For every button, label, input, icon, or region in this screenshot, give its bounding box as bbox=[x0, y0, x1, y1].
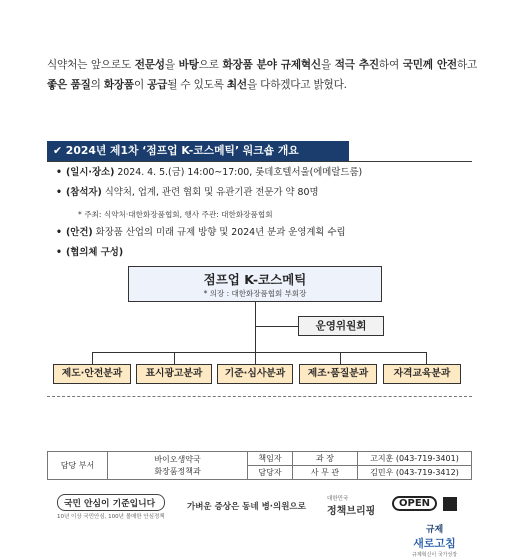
dashed-divider bbox=[47, 396, 472, 397]
host-note: * 주최: 식약처·대한화장품협회, 행사 주관: 대한화장품협회 bbox=[78, 210, 273, 219]
org-top-box bbox=[128, 266, 382, 302]
section-title: ✔ 2024년 제1차 ‘점프업 K-코스메틱’ 워크숍 개요 bbox=[47, 141, 349, 161]
person-cell: 고지훈 (043-719-3401) bbox=[358, 452, 472, 466]
contact-table bbox=[47, 451, 472, 480]
section-divider bbox=[47, 161, 472, 162]
role-cell: 담당자 bbox=[248, 466, 293, 480]
logo-local-clinic: 가벼운 증상은 동네 병·의원으로 bbox=[187, 502, 306, 512]
role-cell: 책임자 bbox=[248, 452, 293, 466]
org-connector bbox=[340, 352, 341, 364]
title-cell: 과 장 bbox=[293, 452, 358, 466]
org-top-subtitle: * 의장 : 대한화장품협회 부회장 bbox=[203, 289, 307, 298]
org-connector bbox=[255, 302, 256, 352]
org-connector bbox=[255, 326, 298, 327]
logo-policy-briefing: 대한민국 정책브리핑 bbox=[327, 496, 376, 517]
org-connector bbox=[255, 352, 256, 364]
org-connector bbox=[426, 352, 427, 364]
bullet-agenda: • (안건) 화장품 산업의 미래 규제 방향 및 2024년 분과 운영계획 수립 bbox=[56, 227, 346, 238]
bullet-attendees: • (참석자) 식약처, 업계, 관련 협회 및 유관기관 전문가 약 80명 bbox=[56, 187, 319, 198]
intro-paragraph: 식약처는 앞으로도 전문성을 바탕으로 화장품 분야 규제혁신을 적극 추진하여 국민께 안전하고 좋은 품질의 화장품이 공급될 수 있도록 최선을 다하겠다고 밝혔다. bbox=[47, 59, 478, 91]
person-cell: 김민우 (043-719-3412) bbox=[358, 466, 472, 480]
division-box: 표시광고분과 bbox=[136, 364, 212, 384]
division-box: 제도·안전분과 bbox=[53, 364, 131, 384]
footer-logos bbox=[47, 494, 472, 524]
logo-public-safety: 국민 안심이 기준입니다 10년 이상 국민안심, 100년 볼매한 안심정책 bbox=[57, 494, 165, 520]
bullet-date-place: • (일시·장소) 2024. 4. 5.(금) 14:00~17:00, 롯데호텔서울(에메랄드룸) bbox=[56, 167, 363, 178]
logo-regulation-refresh: 규제 새로고침 규제혁신이 국가성장 bbox=[412, 525, 458, 558]
title-cell: 사 무 관 bbox=[293, 466, 358, 480]
division-box: 기준·심사분과 bbox=[217, 364, 293, 384]
org-connector bbox=[92, 352, 426, 353]
division-box: 제조·품질분과 bbox=[299, 364, 377, 384]
bullet-council: • (협의체 구성) bbox=[56, 247, 124, 258]
dept-name: 바이오생약국 화장품정책과 bbox=[108, 452, 248, 480]
org-connector bbox=[174, 352, 175, 364]
division-box: 자격교육분과 bbox=[383, 364, 461, 384]
org-top-title: 점프업 K-코스메틱 bbox=[203, 272, 307, 287]
logo-open: OPEN bbox=[392, 496, 457, 511]
dept-label: 담당 부서 bbox=[48, 452, 108, 480]
org-connector bbox=[92, 352, 93, 364]
steering-committee-box: 운영위원회 bbox=[298, 316, 384, 336]
